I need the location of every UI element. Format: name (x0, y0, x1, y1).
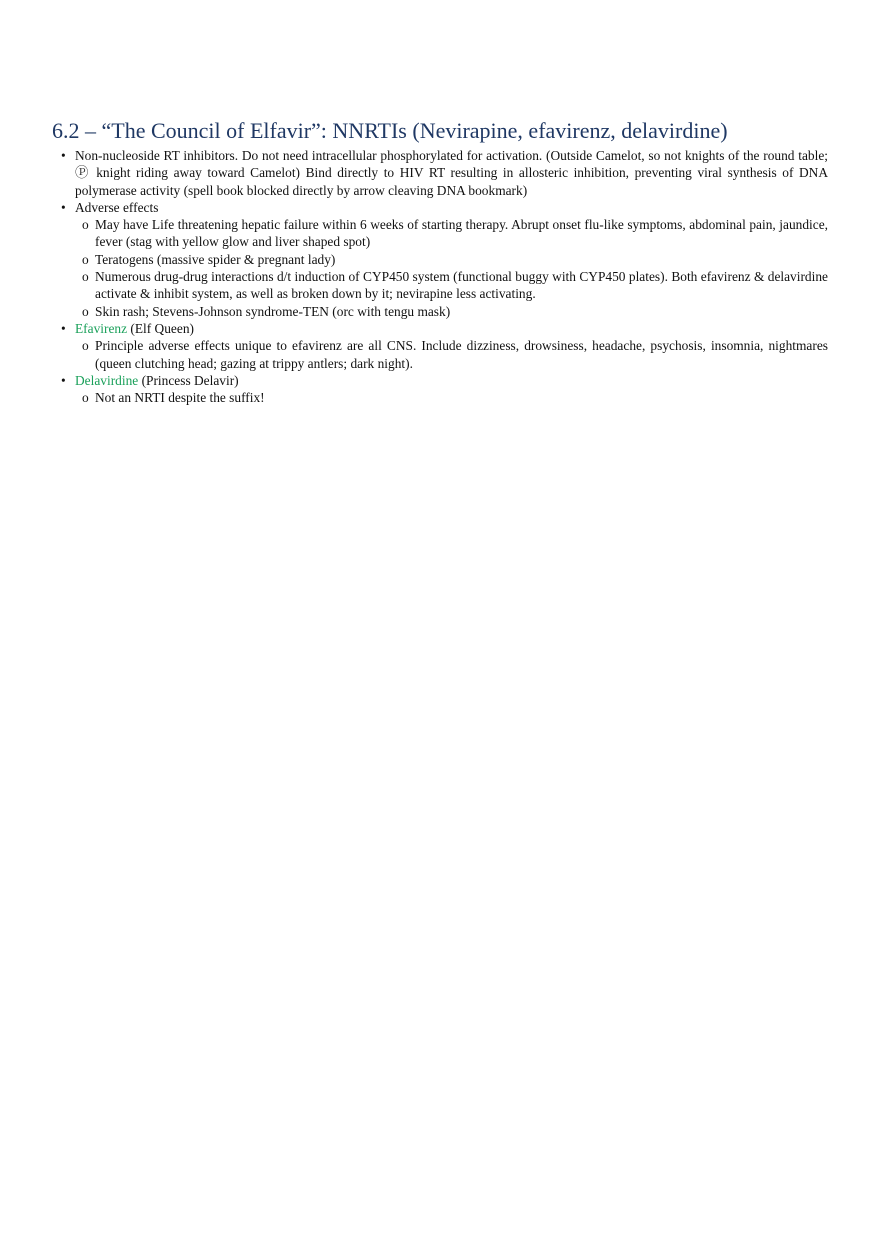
bullet-item-delavirdine (60, 372, 828, 389)
bullet-item-efavirenz (60, 320, 828, 337)
bullet-marker: • (61, 320, 66, 336)
sub-marker: o (82, 217, 89, 233)
sub-text: Numerous drug-drug interactions d/t induction of CYP450 system (functional buggy with CYP450 plates). Both efavirenz & delavirdine activate & inhibit system, as well as broken down by it; nevirapine less activating. (95, 269, 828, 302)
sub-marker: o (82, 251, 89, 267)
bullet-text: (Princess Delavir) (138, 372, 239, 388)
bullet-marker: • (61, 148, 66, 163)
bullet-item-mechanism (60, 147, 828, 199)
sub-marker: o (82, 390, 89, 406)
bullet-text: (Elf Queen) (127, 320, 194, 336)
bullet-text: Non-nucleoside RT inhibitors. Do not need intracellular phosphorylated for activation. (Outside Camelot, so not knights of the round table; Ⓟ knight riding away toward Camelot) Bind directly to HIV RT resulting in allosteric inhibition, preventing viral synthesis of DNA polymerase activity (spell book blocked directly by arrow cleaving DNA bookmark) (75, 148, 828, 198)
sub-text: Skin rash; Stevens-Johnson syndrome-TEN (orc with tengu mask) (95, 303, 451, 319)
sub-item-skin-rash (60, 303, 828, 320)
sub-item-not-nrti (60, 389, 828, 406)
drug-name-efavirenz: Efavirenz (75, 320, 128, 336)
bullet-marker: • (61, 199, 66, 215)
sub-text: Principle adverse effects unique to efavirenz are all CNS. Include dizziness, drowsiness, headache, psychosis, insomnia, nightmares (queen clutching head; gazing at trippy antlers; dark night). (95, 338, 828, 371)
bullet-text: Adverse effects (75, 199, 159, 215)
sub-item-drug-interactions (60, 268, 828, 303)
drug-name-delavirdine: Delavirdine (75, 372, 139, 388)
bullet-item-adverse-effects (60, 199, 828, 216)
sub-item-hepatic-failure (60, 216, 828, 251)
sub-marker: o (82, 269, 89, 285)
sub-marker: o (82, 338, 89, 354)
sub-item-teratogens (60, 251, 828, 268)
sub-text: Teratogens (massive spider & pregnant lady) (95, 251, 336, 267)
notes-list (60, 147, 828, 406)
section-heading: 6.2 – “The Council of Elfavir”: NNRTIs (Nevirapine, efavirenz, delavirdine) (52, 118, 728, 143)
bullet-marker: • (61, 372, 66, 388)
sub-text: May have Life threatening hepatic failure within 6 weeks of starting therapy. Abrupt onset flu-like symptoms, abdominal pain, jaundice, fever (stag with yellow glow and liver shaped spot) (95, 217, 828, 250)
sub-text: Not an NRTI despite the suffix! (95, 390, 265, 406)
sub-item-cns-effects (60, 337, 828, 372)
sub-marker: o (82, 303, 89, 319)
